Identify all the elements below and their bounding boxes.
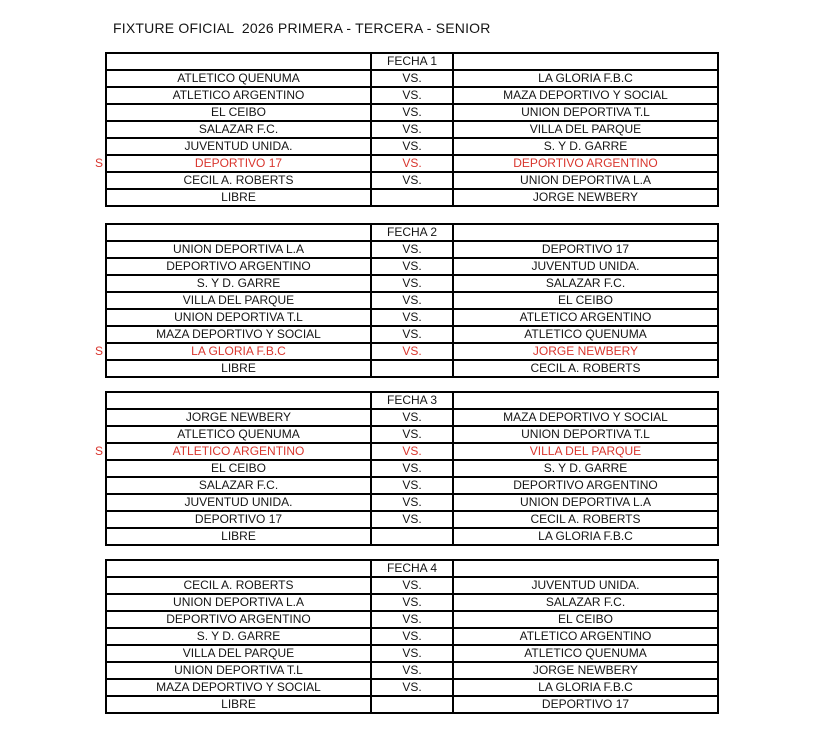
vs-cell: VS. [371, 138, 453, 155]
fixture-table [105, 559, 719, 714]
vs-cell: VS. [371, 426, 453, 443]
fixture-table-fecha-2 [94, 223, 717, 378]
match-row [106, 309, 718, 326]
away-team-cell: UNION DEPORTIVA L.A [453, 172, 718, 189]
red-s-marker: S [94, 155, 103, 170]
match-row [106, 409, 718, 426]
vs-cell: VS. [371, 577, 453, 594]
fecha-header-label-cell: FECHA 1 [371, 53, 453, 70]
away-team-cell: SALAZAR F.C. [453, 275, 718, 292]
away-team-cell: JUVENTUD UNIDA. [453, 577, 718, 594]
vs-cell: VS. [371, 645, 453, 662]
match-row [106, 611, 718, 628]
match-row [106, 87, 718, 104]
match-row [106, 343, 718, 360]
away-team-cell: ATLETICO ARGENTINO [453, 309, 718, 326]
away-team-cell: LA GLORIA F.B.C [453, 528, 718, 545]
home-team-cell: LIBRE [106, 360, 371, 377]
away-team-cell: UNION DEPORTIVA T.L [453, 426, 718, 443]
away-team-cell: EL CEIBO [453, 292, 718, 309]
match-row [106, 292, 718, 309]
home-team-cell: EL CEIBO [106, 460, 371, 477]
away-team-cell: VILLA DEL PARQUE [453, 121, 718, 138]
home-team-cell: VILLA DEL PARQUE [106, 292, 371, 309]
fecha-header-row [106, 53, 718, 70]
vs-cell: VS. [371, 258, 453, 275]
vs-cell: VS. [371, 87, 453, 104]
vs-cell: VS. [371, 343, 453, 360]
away-team-cell: UNION DEPORTIVA T.L [453, 104, 718, 121]
vs-cell: VS. [371, 275, 453, 292]
home-team-cell: JORGE NEWBERY [106, 409, 371, 426]
home-team-cell: SALAZAR F.C. [106, 121, 371, 138]
away-team-cell: UNION DEPORTIVA L.A [453, 494, 718, 511]
match-row [106, 679, 718, 696]
home-team-cell: MAZA DEPORTIVO Y SOCIAL [106, 679, 371, 696]
vs-cell: VS. [371, 104, 453, 121]
home-team-cell: ATLETICO QUENUMA [106, 426, 371, 443]
home-team-cell: UNION DEPORTIVA L.A [106, 241, 371, 258]
match-row [106, 275, 718, 292]
vs-cell [371, 528, 453, 545]
away-team-cell: DEPORTIVO ARGENTINO [453, 477, 718, 494]
fixture-table [105, 52, 719, 207]
match-row [106, 645, 718, 662]
home-team-cell: LIBRE [106, 696, 371, 713]
vs-cell [371, 696, 453, 713]
away-team-cell: DEPORTIVO ARGENTINO [453, 155, 718, 172]
vs-cell: VS. [371, 155, 453, 172]
vs-cell: VS. [371, 628, 453, 645]
libre-row [106, 189, 718, 206]
fecha-header-row [106, 392, 718, 409]
fecha-header-left-cell [106, 560, 371, 577]
match-row [106, 594, 718, 611]
vs-cell: VS. [371, 611, 453, 628]
fixture-table [105, 391, 719, 546]
away-team-cell: SALAZAR F.C. [453, 594, 718, 611]
away-team-cell: MAZA DEPORTIVO Y SOCIAL [453, 409, 718, 426]
away-team-cell: DEPORTIVO 17 [453, 241, 718, 258]
match-row [106, 155, 718, 172]
home-team-cell: DEPORTIVO 17 [106, 155, 371, 172]
libre-row [106, 696, 718, 713]
fecha-header-row [106, 560, 718, 577]
home-team-cell: S. Y D. GARRE [106, 628, 371, 645]
home-team-cell: LIBRE [106, 189, 371, 206]
fixture-table [105, 223, 719, 378]
fecha-header-left-cell [106, 392, 371, 409]
vs-cell: VS. [371, 477, 453, 494]
match-row [106, 121, 718, 138]
libre-row [106, 360, 718, 377]
fecha-header-row [106, 224, 718, 241]
away-team-cell: MAZA DEPORTIVO Y SOCIAL [453, 87, 718, 104]
vs-cell: VS. [371, 511, 453, 528]
home-team-cell: ATLETICO ARGENTINO [106, 87, 371, 104]
home-team-cell: MAZA DEPORTIVO Y SOCIAL [106, 326, 371, 343]
home-team-cell: DEPORTIVO ARGENTINO [106, 611, 371, 628]
away-team-cell: DEPORTIVO 17 [453, 696, 718, 713]
match-row [106, 662, 718, 679]
fixture-table-fecha-1 [94, 52, 717, 207]
fecha-header-right-cell [453, 560, 718, 577]
fecha-header-label-cell: FECHA 4 [371, 560, 453, 577]
home-team-cell: DEPORTIVO 17 [106, 511, 371, 528]
home-team-cell: SALAZAR F.C. [106, 477, 371, 494]
vs-cell: VS. [371, 326, 453, 343]
match-row [106, 494, 718, 511]
home-team-cell: JUVENTUD UNIDA. [106, 494, 371, 511]
vs-cell: VS. [371, 460, 453, 477]
home-team-cell: ATLETICO ARGENTINO [106, 443, 371, 460]
home-team-cell: CECIL A. ROBERTS [106, 172, 371, 189]
home-team-cell: JUVENTUD UNIDA. [106, 138, 371, 155]
fecha-header-right-cell [453, 392, 718, 409]
away-team-cell: JUVENTUD UNIDA. [453, 258, 718, 275]
vs-cell: VS. [371, 662, 453, 679]
fixture-table-fecha-3 [94, 391, 717, 546]
vs-cell: VS. [371, 494, 453, 511]
fecha-header-right-cell [453, 53, 718, 70]
away-team-cell: ATLETICO ARGENTINO [453, 628, 718, 645]
fecha-header-label-cell: FECHA 2 [371, 224, 453, 241]
fecha-header-left-cell [106, 224, 371, 241]
home-team-cell: UNION DEPORTIVA T.L [106, 662, 371, 679]
libre-row [106, 528, 718, 545]
red-s-marker: S [94, 443, 103, 458]
match-row [106, 258, 718, 275]
vs-cell: VS. [371, 409, 453, 426]
match-row [106, 460, 718, 477]
home-team-cell: ATLETICO QUENUMA [106, 70, 371, 87]
away-team-cell: LA GLORIA F.B.C [453, 679, 718, 696]
vs-cell: VS. [371, 594, 453, 611]
match-row [106, 443, 718, 460]
vs-cell: VS. [371, 172, 453, 189]
vs-cell: VS. [371, 443, 453, 460]
away-team-cell: EL CEIBO [453, 611, 718, 628]
fecha-header-label-cell: FECHA 3 [371, 392, 453, 409]
away-team-cell: CECIL A. ROBERTS [453, 511, 718, 528]
match-row [106, 426, 718, 443]
away-team-cell: JORGE NEWBERY [453, 343, 718, 360]
page-title: FIXTURE OFICIAL 2026 PRIMERA - TERCERA - SENIOR [113, 20, 491, 36]
fecha-header-right-cell [453, 224, 718, 241]
home-team-cell: UNION DEPORTIVA T.L [106, 309, 371, 326]
fixture-table-fecha-4 [105, 559, 717, 714]
match-row [106, 477, 718, 494]
match-row [106, 628, 718, 645]
match-row [106, 70, 718, 87]
red-s-marker: S [94, 343, 103, 358]
away-team-cell: CECIL A. ROBERTS [453, 360, 718, 377]
match-row [106, 241, 718, 258]
vs-cell: VS. [371, 70, 453, 87]
vs-cell: VS. [371, 121, 453, 138]
vs-cell [371, 360, 453, 377]
match-row [106, 577, 718, 594]
vs-cell [371, 189, 453, 206]
vs-cell: VS. [371, 679, 453, 696]
fecha-header-left-cell [106, 53, 371, 70]
away-team-cell: ATLETICO QUENUMA [453, 326, 718, 343]
home-team-cell: LIBRE [106, 528, 371, 545]
away-team-cell: ATLETICO QUENUMA [453, 645, 718, 662]
home-team-cell: UNION DEPORTIVA L.A [106, 594, 371, 611]
match-row [106, 138, 718, 155]
vs-cell: VS. [371, 241, 453, 258]
home-team-cell: CECIL A. ROBERTS [106, 577, 371, 594]
home-team-cell: DEPORTIVO ARGENTINO [106, 258, 371, 275]
away-team-cell: JORGE NEWBERY [453, 189, 718, 206]
home-team-cell: S. Y D. GARRE [106, 275, 371, 292]
vs-cell: VS. [371, 292, 453, 309]
away-team-cell: JORGE NEWBERY [453, 662, 718, 679]
home-team-cell: LA GLORIA F.B.C [106, 343, 371, 360]
away-team-cell: LA GLORIA F.B.C [453, 70, 718, 87]
home-team-cell: VILLA DEL PARQUE [106, 645, 371, 662]
home-team-cell: EL CEIBO [106, 104, 371, 121]
away-team-cell: S. Y D. GARRE [453, 460, 718, 477]
vs-cell: VS. [371, 309, 453, 326]
away-team-cell: S. Y D. GARRE [453, 138, 718, 155]
match-row [106, 172, 718, 189]
match-row [106, 511, 718, 528]
away-team-cell: VILLA DEL PARQUE [453, 443, 718, 460]
match-row [106, 326, 718, 343]
match-row [106, 104, 718, 121]
